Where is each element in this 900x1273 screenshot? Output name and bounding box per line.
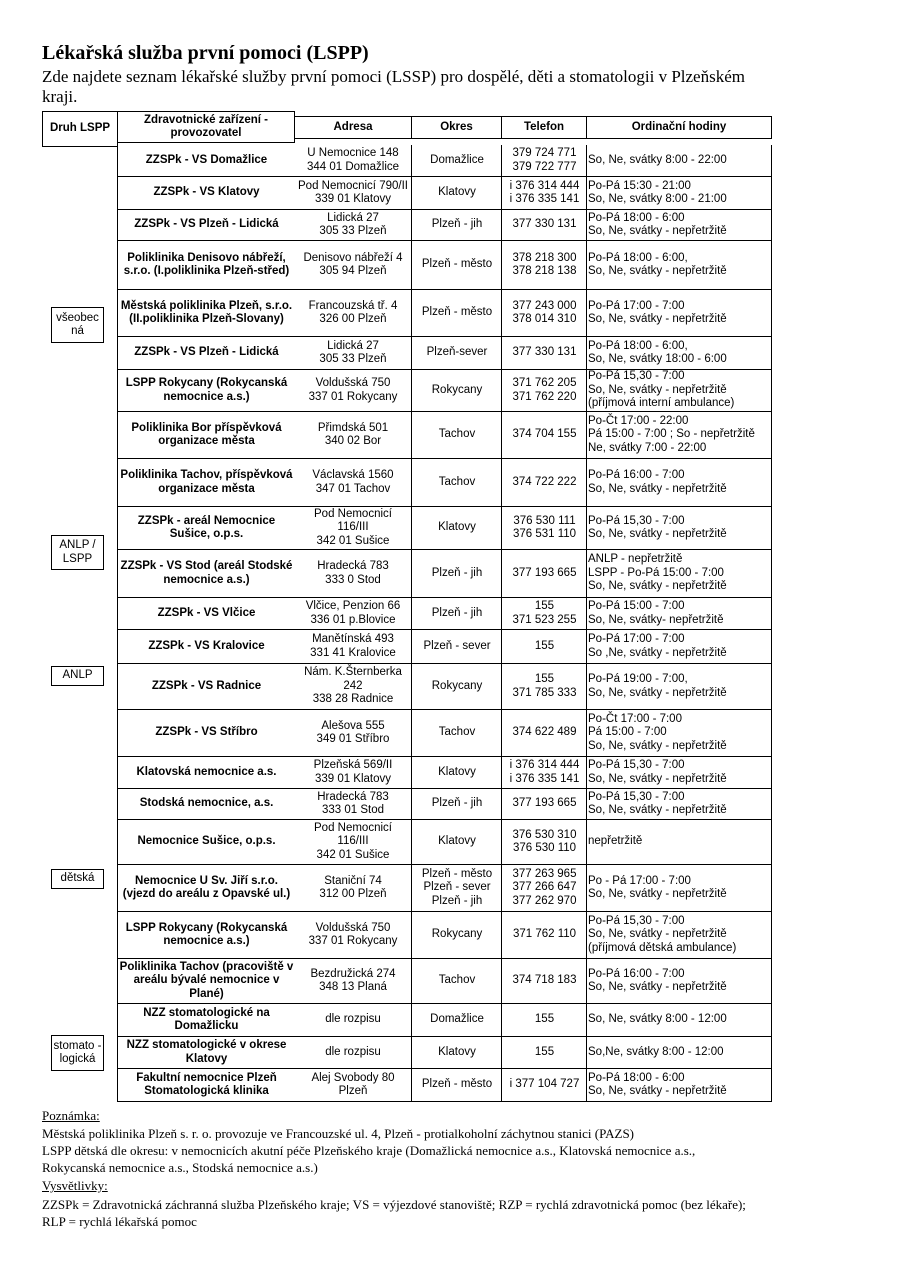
hours-cell-line: Ne, svátky 7:00 - 22:00 [588,441,707,454]
district-cell-line: Plzeň - jih [431,797,483,810]
phone-cell-line: 155 [534,1013,555,1026]
facility-name: Nemocnice U Sv. Jiří s.r.o. (vjezd do areálu z Opavské ul.) [117,865,295,912]
district-cell-line: Tachov [438,475,476,488]
hours-cell [586,177,772,210]
district-cell-line: Klatovy [438,186,476,199]
hours-cell [586,598,772,630]
hours-cell-line: So, Ne, svátky - nepřetržitě [588,383,727,396]
district-cell-line: Klatovy [438,1045,476,1058]
district-cell-line: Tachov [438,428,476,441]
hours-cell [586,145,772,177]
hours-cell-line: Po-Pá 15,30 - 7:00 [588,370,685,383]
category-vseobecna: všeobec ná [51,307,104,343]
address-cell [294,598,412,630]
hours-cell [586,290,772,337]
address-cell [294,1069,412,1102]
address-cell-line: 333 0 Stod [325,573,381,586]
district-cell-line: Domažlice [430,153,484,166]
category-anlp-lspp: ANLP / LSPP [51,535,104,570]
address-cell-line: Alej Svobody 80 [311,1071,395,1084]
facility-name: ZZSPk - VS Stříbro [117,710,295,757]
hours-cell-line: Pá 15:00 - 7:00 ; So - nepřetržitě [588,428,755,441]
phone-cell-line: i 376 335 141 [509,193,580,205]
address-cell-line: 336 01 p.Blovice [310,613,396,626]
address-cell-line: 338 28 Radnice [312,693,394,706]
phone-cell-line: 377 263 965 [512,867,577,880]
phone-cell-line: 379 724 771 [512,147,577,159]
address-cell [294,337,412,370]
address-cell-line: Plzeňská 569/II [313,759,393,771]
address-cell-line: 349 01 Stříbro [316,733,390,745]
hours-cell-line: Po-Pá 17:00 - 7:00 [588,633,685,645]
address-cell [294,290,412,337]
phone-cell-line: 376 530 310 [512,828,577,841]
address-cell [294,820,412,865]
district-cell-line: Domažlice [430,1013,484,1026]
hours-cell-line: So, Ne, svátky - nepřetržitě [588,804,727,816]
district-cell-line: Plzeň - město [421,867,493,880]
hours-cell [586,865,772,912]
address-cell [294,370,412,412]
district-cell-line: Klatovy [438,835,476,848]
address-cell [294,412,412,459]
facility-name: Nemocnice Sušice, o.p.s. [117,820,295,865]
address-cell [294,177,412,210]
district-cell-line: Plzeň - město [421,1078,493,1091]
phone-cell-line: i 377 104 727 [509,1078,580,1091]
header-telefon: Telefon [501,116,587,139]
district-cell [411,710,502,757]
address-cell-line: Pod Nemocnicí [314,507,392,520]
address-cell [294,1037,412,1069]
hours-cell-line: Po-Pá 15:00 - 7:00 [588,600,685,612]
hours-cell-line: So, Ne, svátky - nepřetržitě [588,313,727,325]
header-druh: Druh LSPP [42,111,118,147]
district-cell [411,630,502,664]
phone-cell [501,865,587,912]
address-cell [294,210,412,241]
facility-name: Stodská nemocnice, a.s. [117,789,295,820]
hours-cell-line: (příjmová interní ambulance) [588,397,735,410]
hours-cell-line: So, Ne, svátky 18:00 - 6:00 [588,353,727,365]
address-cell-line: Staniční 74 [324,874,382,887]
phone-cell [501,757,587,789]
hours-cell-line: ANLP - nepřetržitě [588,553,683,566]
address-cell-line: 242 [343,679,363,692]
district-cell-line: Plzeň - město [421,306,493,319]
hours-cell-line: So ,Ne, svátky - nepřetržitě [588,646,727,659]
hours-cell-line: So, Ne, svátky - nepřetržitě [588,1085,727,1097]
hours-cell-line: Po-Pá 18:00 - 6:00, [588,339,688,352]
hours-cell-line: LSPP - Po-Pá 15:00 - 7:00 [588,566,724,579]
hours-cell-line: nepřetržitě [588,835,643,848]
hours-cell [586,959,772,1004]
phone-cell-line: 376 530 110 [512,842,577,854]
hours-cell [586,550,772,598]
hours-cell [586,241,772,290]
address-cell [294,912,412,959]
address-cell [294,1004,412,1037]
address-cell [294,865,412,912]
phone-cell [501,290,587,337]
hours-cell [586,507,772,550]
district-cell-line: Tachov [438,974,476,987]
hours-cell [586,1069,772,1102]
facility-name: NZZ stomatologické na Domažlicku [117,1004,295,1037]
facility-name: ZZSPk - areál Nemocnice Sušice, o.p.s. [117,507,295,550]
address-cell-line: Hradecká 783 [317,560,389,572]
district-cell-line: Klatovy [438,521,476,534]
note-detska: LSPP dětská dle okresu: v nemocnicích akutní péče Plzeňského kraje (Domažlická nemocnice a.s., Klatovská nemocnice a.s., Rokycanská nemocnice a.s., Stodská nemocnice a.s.) [42,1143,696,1175]
hours-cell-line: So, Ne, svátky 8:00 - 12:00 [588,1013,727,1026]
district-cell [411,959,502,1004]
hours-cell-line: So, Ne, svátky - nepřetržitě [588,739,727,752]
facility-name: ZZSPk - VS Vlčice [117,598,295,630]
hours-cell-line: So, Ne, svátky - nepřetržitě [588,265,727,277]
phone-cell [501,337,587,370]
district-cell [411,757,502,789]
address-cell-line: Lidická 27 [327,211,379,224]
phone-cell-line: 378 218 300 [512,251,577,264]
facility-name: LSPP Rokycany (Rokycanská nemocnice a.s.) [117,370,295,412]
district-cell [411,664,502,710]
phone-cell-line: i 376 335 141 [509,772,580,785]
facility-name: ZZSPk - VS Domažlice [117,145,295,177]
district-cell-line: Plzeň - jih [431,606,483,619]
hours-cell-line: So, Ne, svátky - nepřetržitě [588,482,727,495]
legend-text: ZZSPk = Zdravotnická záchranná služba Plzeňského kraje; VS = výjezdové stanoviště; RZP = rychlá zdravotnická pomoc (bez lékaře); RLP = rychlá lékařská pomoc [42,1197,746,1229]
address-cell [294,145,412,177]
phone-cell [501,1069,587,1102]
category-stomatologicka: stomato -logická [51,1035,104,1071]
phone-cell [501,507,587,550]
hours-cell-line: So, Ne, svátky - nepřetržitě [588,225,727,237]
phone-cell-line: 377 243 000 [512,299,577,312]
page-title: Lékařská služba první pomoci (LSPP) [42,42,369,64]
address-cell [294,241,412,290]
address-cell-line: 326 00 Plzeň [319,313,387,325]
header-hodiny: Ordinační hodiny [586,116,772,139]
phone-cell [501,820,587,865]
phone-cell [501,630,587,664]
hours-cell-line: Po-Pá 15,30 - 7:00 [588,514,685,527]
hours-cell-line: Po-Pá 15,30 - 7:00 [588,790,685,803]
address-cell-line: 348 13 Planá [319,981,387,993]
facility-name: Městská poliklinika Plzeň, s.r.o. (II.poliklinika Plzeň-Slovany) [117,290,295,337]
address-cell [294,507,412,550]
address-cell [294,664,412,710]
address-cell-line: 312 00 Plzeň [319,888,387,900]
phone-cell [501,241,587,290]
phone-cell-line: i 376 314 444 [509,179,580,192]
hours-cell [586,630,772,664]
address-cell-line: 116/III [337,835,369,848]
district-cell [411,1004,502,1037]
district-cell [411,290,502,337]
address-cell-line: 305 33 Plzeň [319,225,387,237]
hours-cell-line: Po - Pá 17:00 - 7:00 [588,874,691,887]
district-cell [411,412,502,459]
hours-cell [586,370,772,412]
address-cell-line: Lidická 27 [327,339,379,352]
hours-cell-line: So, Ne, svátky- nepřetržitě [588,613,724,626]
phone-cell-line: 377 193 665 [512,566,577,579]
address-cell-line: 339 01 Klatovy [314,772,392,785]
hours-cell [586,1004,772,1037]
district-cell [411,507,502,550]
phone-cell [501,789,587,820]
address-cell-line: Plzeň [338,1085,368,1097]
note-pazs: Městská poliklinika Plzeň s. r. o. provozuje ve Francouzské ul. 4, Plzeň - protialkoholní záchytnou stanici (PAZS) [42,1126,635,1141]
phone-cell-line: 377 262 970 [512,894,577,907]
hours-cell-line: Po-Pá 16:00 - 7:00 [588,967,685,980]
hours-cell-line: So, Ne, svátky - nepřetržitě [588,888,727,900]
hours-cell [586,210,772,241]
hours-cell-line: Po-Pá 18:00 - 6:00 [588,1071,685,1084]
address-cell-line: Pod Nemocnicí [314,821,392,834]
facility-name: Poliklinika Tachov (pracoviště v areálu bývalé nemocnice v Plané) [117,959,295,1004]
address-cell-line: Denisovo nábřeží 4 [303,251,403,264]
hours-cell [586,412,772,459]
hours-cell-line: Po-Pá 18:00 - 6:00 [588,211,685,224]
facility-name: LSPP Rokycany (Rokycanská nemocnice a.s.) [117,912,295,959]
phone-cell-line: 371 785 333 [512,686,577,699]
address-cell-line: 305 33 Plzeň [319,353,387,365]
hours-cell-line: So, Ne, svátky - nepřetržitě [588,528,727,540]
address-cell [294,459,412,507]
address-cell-line: Manětínská 493 [312,633,394,645]
district-cell-line: Rokycany [431,383,483,396]
phone-cell-line: 155 [534,1045,555,1058]
phone-cell-line: 374 704 155 [512,428,577,441]
hours-cell-line: So, Ne, svátky - nepřetržitě [588,772,727,785]
phone-cell [501,710,587,757]
address-cell-line: 305 94 Plzeň [319,265,387,277]
address-cell-line: dle rozpisu [325,1045,381,1058]
address-cell-line: 340 02 Bor [324,435,382,447]
phone-cell-line: 374 722 222 [512,475,577,488]
address-cell-line: 333 01 Stod [321,804,384,816]
address-cell [294,550,412,598]
phone-cell-line: 371 762 110 [512,928,577,941]
district-cell-line: Plzeň - sever [423,639,491,652]
district-cell-line: Plzeň - jih [431,894,483,907]
facility-name: Fakultní nemocnice Plzeň Stomatologická klinika [117,1069,295,1102]
hours-cell-line: Po-Pá 15,30 - 7:00 [588,759,685,771]
hours-cell-line: So, Ne, svátky - nepřetržitě [588,580,727,593]
phone-cell-line: 371 523 255 [512,613,577,626]
phone-cell [501,550,587,598]
address-cell [294,789,412,820]
phone-cell-line: 374 622 489 [512,726,577,739]
district-cell-line: Tachov [438,726,476,739]
address-cell-line: 337 01 Rokycany [308,390,398,403]
hours-cell [586,820,772,865]
phone-cell-line: 376 531 110 [512,528,577,540]
facility-name: ZZSPk - VS Kralovice [117,630,295,664]
address-cell-line: 344 01 Domažlice [306,160,400,173]
district-cell [411,177,502,210]
district-cell [411,145,502,177]
hours-cell [586,789,772,820]
hours-cell-line: Po-Pá 15:30 - 21:00 [588,179,691,192]
district-cell-line: Rokycany [431,679,483,692]
header-adresa: Adresa [294,116,412,139]
note-label: Poznámka: [42,1108,100,1123]
phone-cell-line: 377 266 647 [512,881,577,894]
phone-cell-line: 371 762 205 [512,377,577,389]
phone-cell [501,598,587,630]
district-cell [411,210,502,241]
address-cell [294,630,412,664]
district-cell [411,1069,502,1102]
district-cell [411,820,502,865]
facility-name: NZZ stomatologické v okrese Klatovy [117,1037,295,1069]
facility-name: ZZSPk - VS Stod (areál Stodské nemocnice a.s.) [117,550,295,598]
hours-cell-line: So, Ne, svátky - nepřetržitě [588,928,727,941]
phone-cell-line: 371 762 220 [512,390,577,403]
address-cell-line: Francouzská tř. 4 [308,299,398,312]
district-cell-line: Plzeň - jih [431,218,483,231]
address-cell-line: Vlčice, Penzion 66 [305,600,401,612]
phone-cell-line: 155 [534,600,555,612]
phone-cell-line: 377 193 665 [512,797,577,810]
phone-cell-line: 377 330 131 [512,218,577,231]
phone-cell [501,959,587,1004]
district-cell [411,337,502,370]
address-cell-line: U Nemocnice 148 [307,147,399,159]
district-cell-line: Plzeň - sever [423,881,491,894]
address-cell-line: Alešova 555 [321,719,385,732]
phone-cell-line: 376 530 111 [513,514,576,527]
hours-cell [586,710,772,757]
phone-cell [501,177,587,210]
phone-cell-line: 377 330 131 [512,346,577,359]
phone-cell [501,210,587,241]
address-cell-line: Hradecká 783 [317,790,389,803]
hours-cell-line: Po-Pá 16:00 - 7:00 [588,469,685,481]
category-anlp: ANLP [51,666,104,686]
phone-cell [501,370,587,412]
phone-cell [501,912,587,959]
address-cell-line: 116/III [337,521,369,534]
district-cell [411,598,502,630]
district-cell [411,459,502,507]
address-cell-line: 342 01 Sušice [316,534,390,547]
phone-cell [501,459,587,507]
facility-name: Klatovská nemocnice a.s. [117,757,295,789]
phone-cell-line: 374 718 183 [512,974,577,987]
hours-cell-line: So, Ne, svátky 8:00 - 21:00 [588,193,727,205]
hours-cell-line: Po-Pá 15,30 - 7:00 [588,914,685,927]
address-cell-line: 342 01 Sušice [316,848,390,861]
address-cell-line: Bezdružická 274 [310,967,396,980]
address-cell-line: 331 41 Kralovice [310,646,396,659]
phone-cell [501,1037,587,1069]
phone-cell [501,145,587,177]
address-cell-line: dle rozpisu [325,1013,381,1026]
facility-name: Poliklinika Bor příspěvková organizace města [117,412,295,459]
district-cell [411,912,502,959]
hours-cell-line: So,Ne, svátky 8:00 - 12:00 [588,1045,724,1058]
district-cell [411,1037,502,1069]
category-detska: dětská [51,869,104,889]
hours-cell [586,1037,772,1069]
facility-name: Poliklinika Tachov, příspěvková organizace města [117,459,295,507]
hours-cell [586,757,772,789]
district-cell-line: Plzeň-sever [426,346,488,359]
hours-cell-line: So, Ne, svátky - nepřetržitě [588,686,727,699]
address-cell-line: 339 01 Klatovy [314,193,392,205]
phone-cell-line: 155 [534,639,555,652]
hours-cell-line: So, Ne, svátky - nepřetržitě [588,981,727,993]
district-cell [411,241,502,290]
address-cell-line: Voldušská 750 [315,921,391,934]
district-cell [411,789,502,820]
address-cell-line: Voldušská 750 [315,377,391,389]
address-cell [294,757,412,789]
hours-cell [586,459,772,507]
facility-name: ZZSPk - VS Plzeň - Lidická [117,210,295,241]
hours-cell-line: Po-Pá 19:00 - 7:00, [588,673,688,685]
hours-cell-line: Po-Pá 17:00 - 7:00 [588,299,685,312]
address-cell-line: Přimdská 501 [317,421,389,434]
address-cell [294,959,412,1004]
phone-cell [501,412,587,459]
facility-name: ZZSPk - VS Plzeň - Lidická [117,337,295,370]
address-cell [294,710,412,757]
legend-label: Vysvětlivky: [42,1178,108,1193]
district-cell-line: Klatovy [438,765,476,778]
phone-cell [501,664,587,710]
phone-cell-line: 379 722 777 [512,160,577,173]
header-okres: Okres [411,116,502,139]
hours-cell-line: Po-Čt 17:00 - 22:00 [588,414,689,427]
district-cell-line: Plzeň - jih [431,566,483,579]
hours-cell-line: Pá 15:00 - 7:00 [588,726,667,739]
district-cell-line: Plzeň - město [421,258,493,271]
hours-cell [586,912,772,959]
facility-name: ZZSPk - VS Radnice [117,664,295,710]
phone-cell-line: 378 218 138 [512,265,577,277]
hours-cell-line: So, Ne, svátky 8:00 - 22:00 [588,153,727,166]
intro-text: Zde najdete seznam lékařské služby první pomoci (LSSP) pro dospělé, děti a stomatologii v Plzeňském kraji. [42,67,745,106]
address-cell-line: Pod Nemocnicí 790/II [298,179,408,192]
hours-cell-line: Po-Čt 17:00 - 7:00 [588,712,682,725]
address-cell-line: 337 01 Rokycany [308,935,398,947]
district-cell [411,370,502,412]
facility-name: Poliklinika Denisovo nábřeží, s.r.o. (I.poliklinika Plzeň-střed) [117,241,295,290]
hours-cell-line: (příjmová dětská ambulance) [588,941,737,954]
phone-cell-line: 155 [534,673,555,685]
phone-cell-line: 378 014 310 [512,313,577,325]
address-cell-line: Václavská 1560 [312,469,394,481]
phone-cell-line: i 376 314 444 [509,759,580,771]
address-cell-line: Nám. K.Šternberka [304,666,402,679]
district-cell [411,550,502,598]
hours-cell-line: Po-Pá 18:00 - 6:00, [588,251,688,264]
district-cell [411,865,502,912]
district-cell-line: Rokycany [431,928,483,941]
hours-cell [586,664,772,710]
phone-cell [501,1004,587,1037]
header-zarizeni: Zdravotnické zařízení - provozovatel [117,111,295,143]
address-cell-line: 347 01 Tachov [315,482,391,495]
hours-cell [586,337,772,370]
facility-name: ZZSPk - VS Klatovy [117,177,295,210]
